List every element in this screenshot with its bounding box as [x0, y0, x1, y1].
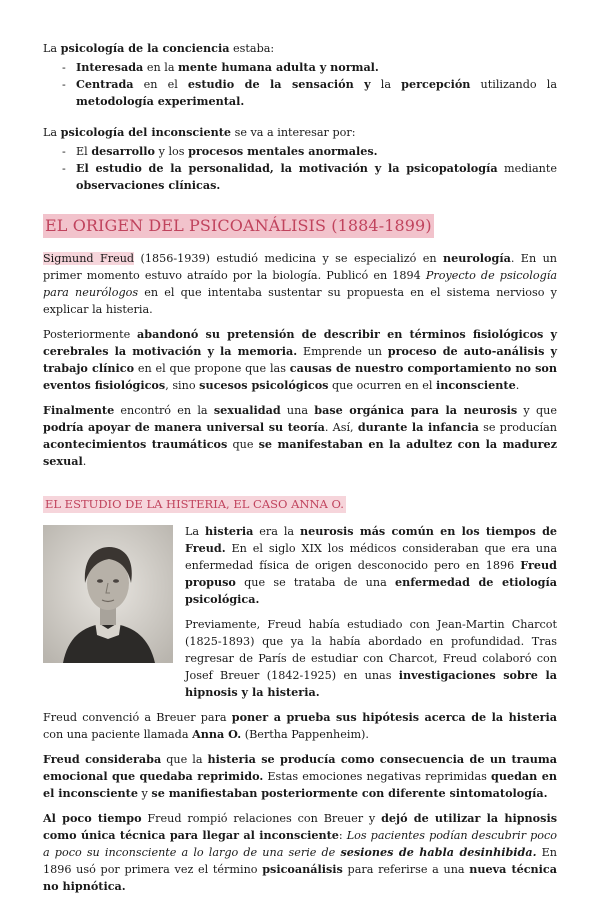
paragraph-trauma: Freud consideraba que la histeria se producía como consecuencia de un trauma emocional que quedaba reprimido. Estas emociones negativas reprimidas quedan en el inconsciente y se manifiestaban posteriormente con diferente sintomatología. [43, 752, 557, 800]
list-item: - El estudio de la personalidad, la motivación y la psicopatología mediante observaciones clínicas. [43, 160, 557, 194]
paragraph-psicoanalisis: Al poco tiempo Freud rompió relaciones con Breuer y dejó de utilizar la hipnosis como única técnica para llegar al inconsciente: Los pacientes podían descubrir poco a poco su inconsciente a lo largo de una serie de sesiones de habla desinhibida. En 1896 usó por primera vez el término psicoanálisis para referirse a una nueva técnica no hipnótica. [43, 811, 557, 893]
paragraph-breuer: Freud convenció a Breuer para poner a prueba sus hipótesis acerca de la histeria con una paciente llamada Anna O. (Bertha Pappenheim). [43, 710, 558, 741]
inconsciente-list [43, 143, 557, 194]
document-page [43, 40, 557, 903]
portrait-illustration [43, 525, 173, 663]
section-heading-origen: EL ORIGEN DEL PSICOANÁLISIS (1884-1899) [43, 214, 434, 238]
section-heading-histeria: EL ESTUDIO DE LA HISTERIA, EL CASO ANNA O. [45, 497, 344, 511]
inconsciente-intro: La psicología del inconsciente se va a interesar por: [43, 125, 356, 139]
paragraph-histeria: La histeria era la neurosis más común en los tiempos de Freud. En el siglo XIX los médicos consideraban que era una enfermedad física de origen desconocido pero en 1896 Freud propuso que se trataba de una enfermedad de etiología psicológica. [185, 524, 558, 606]
paragraph-freud-intro: Sigmund Freud (1856-1939) estudió medicina y se especializó en neurología. En un primer momento estuvo atraído por la biología. Publicó en 1894 Proyecto de psicología para neurólogos en el que intentaba sustentar su propuesta en el sistema nervioso y explicar la histeria. [43, 251, 557, 316]
histeria-text [185, 523, 557, 709]
figure-with-text [43, 523, 557, 709]
paragraph-posteriormente: Posteriormente abandonó su pretensión de describir en términos fisiológicos y cerebrales la motivación y la memoria. Emprende un proceso de auto-análisis y trabajo clínico en el que propone que las causas de nuestro comportamiento no son eventos fisiológicos, sino sucesos psicológicos que ocurren en el inconsciente. [43, 327, 557, 392]
list-item: - Centrada en el estudio de la sensación y la percepción utilizando la metodología experimental. [43, 76, 557, 110]
list-item: - El desarrollo y los procesos mentales anormales. [43, 143, 557, 160]
anna-o-portrait-photo [43, 525, 173, 663]
paragraph-charcot: Previamente, Freud había estudiado con Jean-Martin Charcot (1825-1893) que ya la había abordado en profundidad. Tras regresar de París de estudiar con Charcot, Freud colaboró con Josef Breuer (1842-1925) en unas investigaciones sobre la hipnosis y la histeria. [185, 618, 558, 699]
conciencia-intro: La psicología de la conciencia estaba: [43, 41, 275, 55]
paragraph-finalmente: Finalmente encontró en la sexualidad una base orgánica para la neurosis y que podría apoyar de manera universal su teoría. Así, durante la infancia se producían acontecimientos traumáticos que se manifestaban en la adultez con la madurez sexual. [43, 403, 558, 468]
conciencia-list [43, 59, 557, 110]
list-item: - Interesada en la mente humana adulta y normal. [43, 59, 557, 76]
